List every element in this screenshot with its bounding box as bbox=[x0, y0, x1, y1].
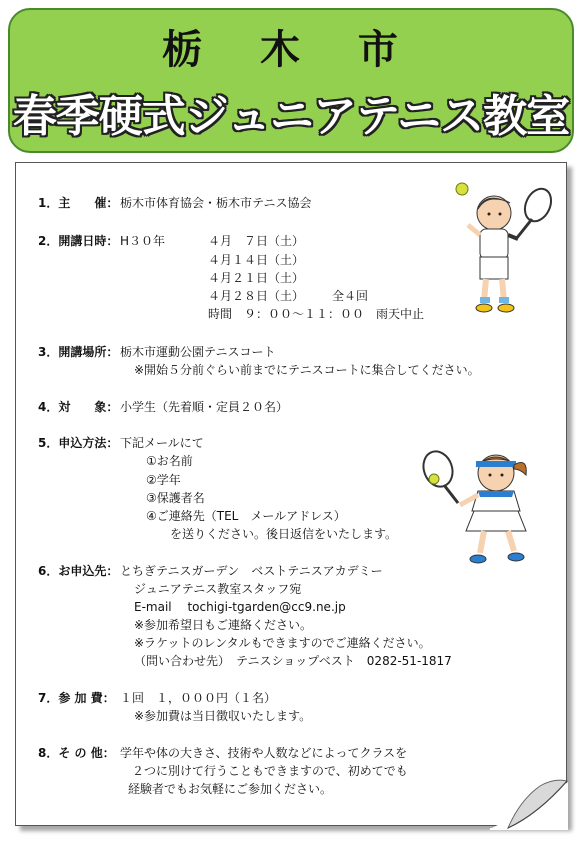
apply-method-after: を送りください。後日返信をいたします。 bbox=[170, 527, 398, 541]
email-address: E-mail tochigi-tgarden@cc9.ne.jp bbox=[134, 600, 346, 614]
schedule-label: 2．開講日時： bbox=[38, 234, 119, 248]
info-sheet bbox=[15, 162, 567, 826]
schedule-time: 時間 ９：００～１１：００ 雨天中止 bbox=[208, 307, 425, 321]
target-value: 小学生（先着順・定員２０名） bbox=[120, 400, 289, 414]
schedule-date: ４月１４日（土） bbox=[208, 253, 305, 267]
schedule-date: ４月２８日（土） bbox=[208, 289, 305, 303]
tennis-boy-illustration bbox=[434, 177, 556, 317]
contact-phone: （問い合わせ先） テニスショップベスト 0282-51-1817 bbox=[134, 654, 452, 668]
apply-to-line: ※ラケットのレンタルもできますのでご連絡ください。 bbox=[134, 636, 431, 650]
city-name: 栃 木 市 bbox=[162, 27, 420, 73]
schedule-total: 全４回 bbox=[332, 289, 369, 303]
organizer-label: 1．主 催： bbox=[38, 196, 119, 210]
apply-method-label: 5．申込方法： bbox=[38, 436, 119, 450]
organizer-value: 栃木市体育協会・栃木市テニス協会 bbox=[120, 196, 312, 210]
other-label: 8．そ の 他： bbox=[38, 746, 115, 760]
apply-list-item: ③保護者名 bbox=[146, 491, 205, 505]
fee-label: 7．参 加 費： bbox=[38, 691, 115, 705]
tennis-girl-illustration bbox=[416, 439, 548, 571]
apply-to-line: とちぎテニスガーデン ベストテニスアカデミー bbox=[120, 564, 383, 578]
other-line: 経験者でもお気軽にご参加ください。 bbox=[128, 782, 333, 796]
apply-list-item: ④ご連絡先（TEL メールアドレス） bbox=[146, 509, 346, 523]
schedule-era: H３０年 bbox=[120, 234, 166, 248]
apply-to-label: 6．お申込先： bbox=[38, 564, 119, 578]
schedule-date: ４月 ７日（土） bbox=[208, 234, 305, 248]
other-line: 学年や体の大きさ、技術や人数などによってクラスを bbox=[120, 746, 408, 760]
apply-list-item: ①お名前 bbox=[146, 454, 193, 468]
apply-list-item: ②学年 bbox=[146, 473, 181, 487]
venue-value: 栃木市運動公園テニスコート bbox=[120, 345, 276, 359]
apply-method-value: 下記メールにて bbox=[120, 436, 204, 450]
fee-value: １回 １，０００円（１名） bbox=[120, 691, 277, 705]
page-curl-decoration bbox=[490, 756, 570, 830]
fee-note: ※参加費は当日徴収いたします。 bbox=[134, 709, 312, 723]
apply-to-line: ジュニアテニス教室スタッフ宛 bbox=[134, 582, 302, 596]
venue-note: ※開始５分前ぐらい前までにテニスコートに集合してください。 bbox=[134, 363, 480, 377]
schedule-date: ４月２１日（土） bbox=[208, 271, 305, 285]
event-title: 春季硬式ジュニアテニス教室 bbox=[12, 91, 570, 142]
target-label: 4．対 象： bbox=[38, 400, 119, 414]
other-line: ２つに別けて行うこともできますので、初めてでも bbox=[132, 764, 408, 778]
apply-to-line: ※参加希望日もご連絡ください。 bbox=[134, 618, 313, 632]
venue-label: 3．開講場所： bbox=[38, 345, 119, 359]
header-banner bbox=[8, 8, 574, 153]
